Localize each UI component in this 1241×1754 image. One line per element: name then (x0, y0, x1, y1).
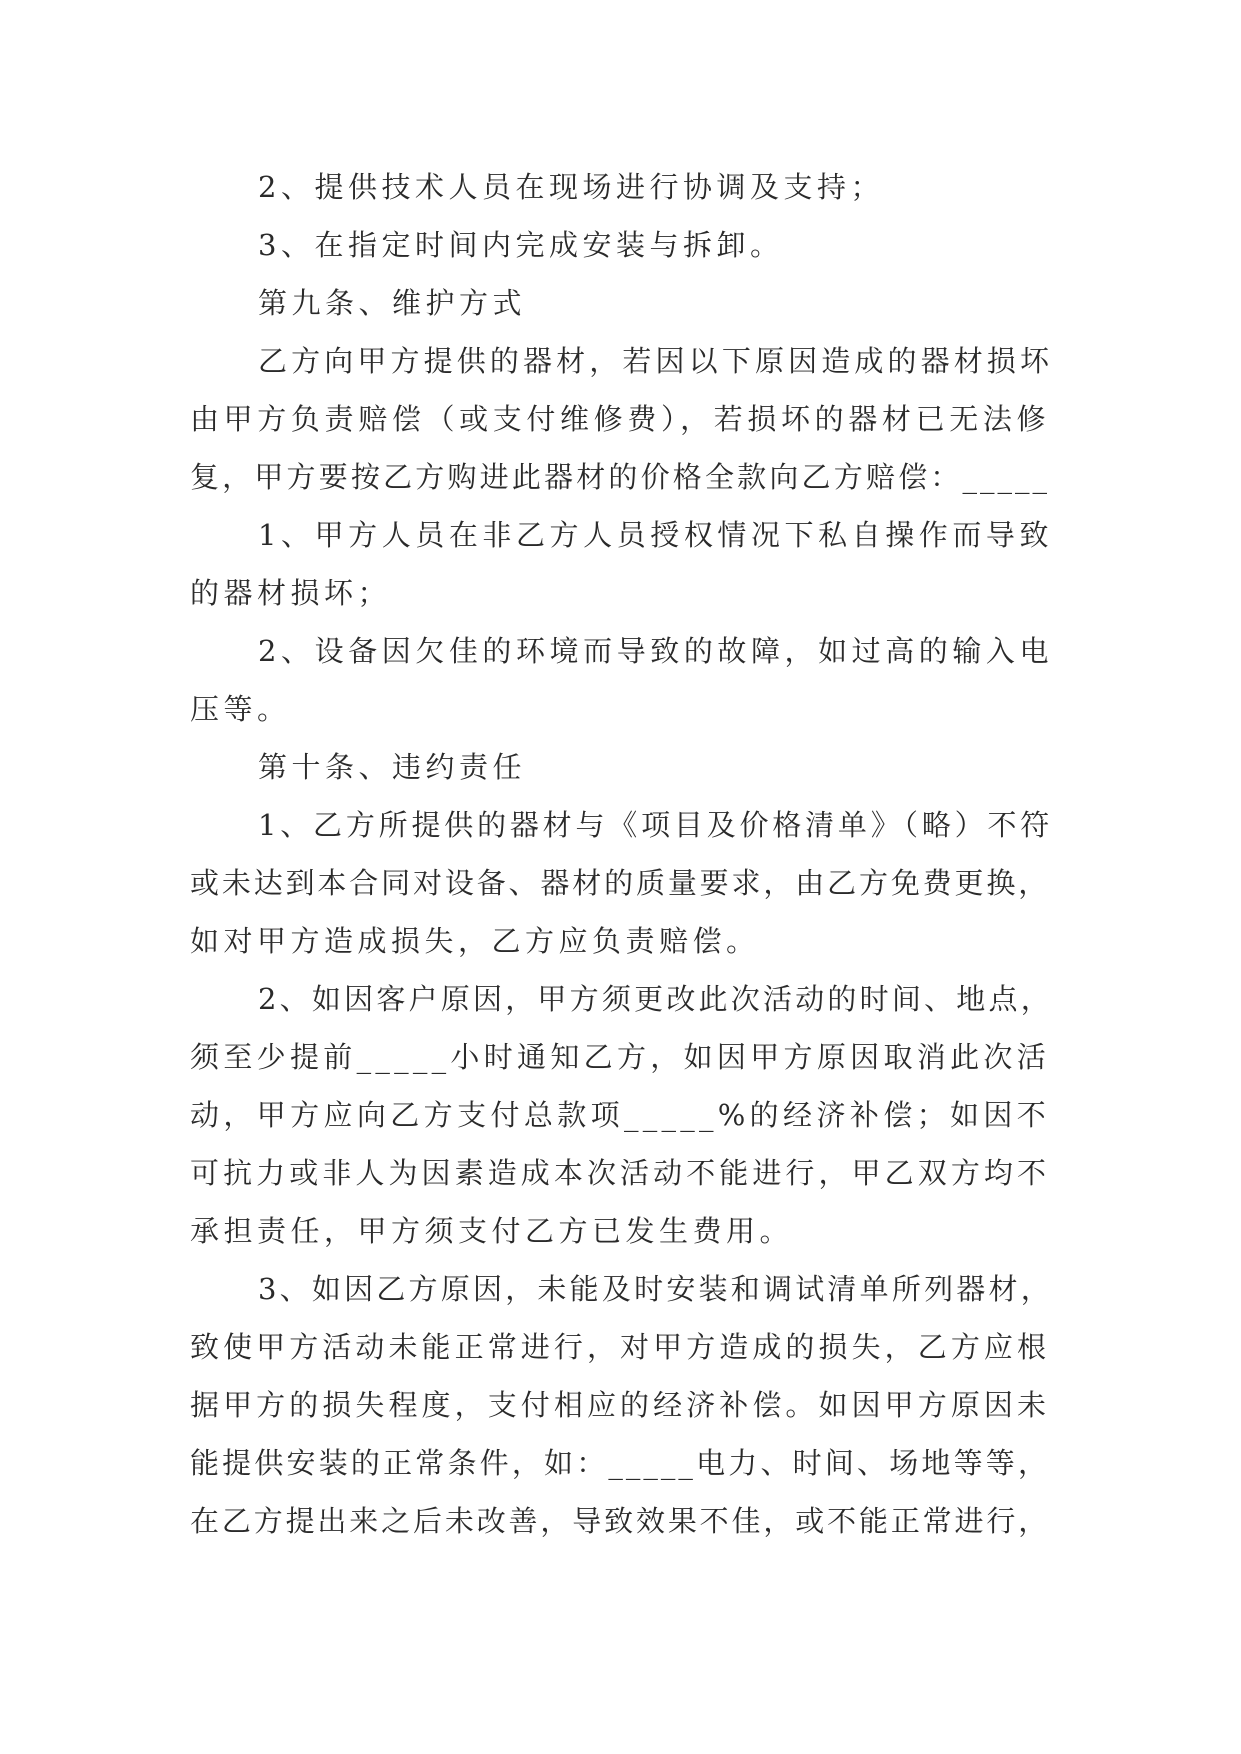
text-line: 复，甲方要按乙方购进此器材的价格全款向乙方赔偿：_____ (190, 460, 1050, 494)
text-line: 动，甲方应向乙方支付总款项_____%的经济补偿；如因不 (190, 1098, 1050, 1132)
paragraph (190, 158, 1050, 216)
section-heading (190, 274, 1050, 332)
text-line: 2、提供技术人员在现场进行协调及支持； (258, 170, 884, 204)
paragraph (190, 970, 1050, 1260)
text-line: 可抗力或非人为因素造成本次活动不能进行，甲乙双方均不 (190, 1156, 1050, 1190)
text-line: 如对甲方造成损失，乙方应负责赔偿。 (190, 924, 760, 958)
paragraph (190, 216, 1050, 274)
paragraph (190, 332, 1050, 506)
text-line: 的器材损坏； (190, 576, 392, 610)
text-line: 承担责任，甲方须支付乙方已发生费用。 (190, 1214, 794, 1248)
text-line: 2、如因客户原因，甲方须更改此次活动的时间、地点， (258, 982, 1050, 1016)
text-line: 3、在指定时间内完成安装与拆卸。 (258, 228, 784, 262)
text-line: 或未达到本合同对设备、器材的质量要求，由乙方免费更换， (190, 866, 1050, 900)
paragraph (190, 622, 1050, 738)
paragraph (190, 506, 1050, 622)
text-line: 2、设备因欠佳的环境而导致的故障，如过高的输入电 (258, 634, 1050, 668)
text-line: 乙方向甲方提供的器材，若因以下原因造成的器材损坏 (258, 344, 1050, 378)
text-line: 致使甲方活动未能正常进行，对甲方造成的损失，乙方应根 (190, 1330, 1050, 1364)
paragraph (190, 796, 1050, 970)
text-line: 须至少提前_____小时通知乙方，如因甲方原因取消此次活 (190, 1040, 1050, 1074)
text-line: 据甲方的损失程度，支付相应的经济补偿。如因甲方原因未 (190, 1388, 1050, 1422)
text-line: 3、如因乙方原因，未能及时安装和调试清单所列器材， (258, 1272, 1050, 1306)
text-line: 1、乙方所提供的器材与《项目及价格清单》（略）不符 (258, 808, 1050, 842)
text-line: 压等。 (190, 692, 291, 726)
text-line: 第十条、违约责任 (258, 750, 527, 784)
text-line: 第九条、维护方式 (258, 286, 527, 320)
document-body (190, 158, 1050, 1550)
text-line: 能提供安装的正常条件，如：_____电力、时间、场地等等， (190, 1446, 1050, 1480)
text-line: 在乙方提出来之后未改善，导致效果不佳，或不能正常进行， (190, 1504, 1050, 1538)
paragraph (190, 1260, 1050, 1550)
section-heading (190, 738, 1050, 796)
text-line: 1、甲方人员在非乙方人员授权情况下私自操作而导致 (258, 518, 1050, 552)
text-line: 由甲方负责赔偿（或支付维修费），若损坏的器材已无法修 (190, 402, 1050, 436)
